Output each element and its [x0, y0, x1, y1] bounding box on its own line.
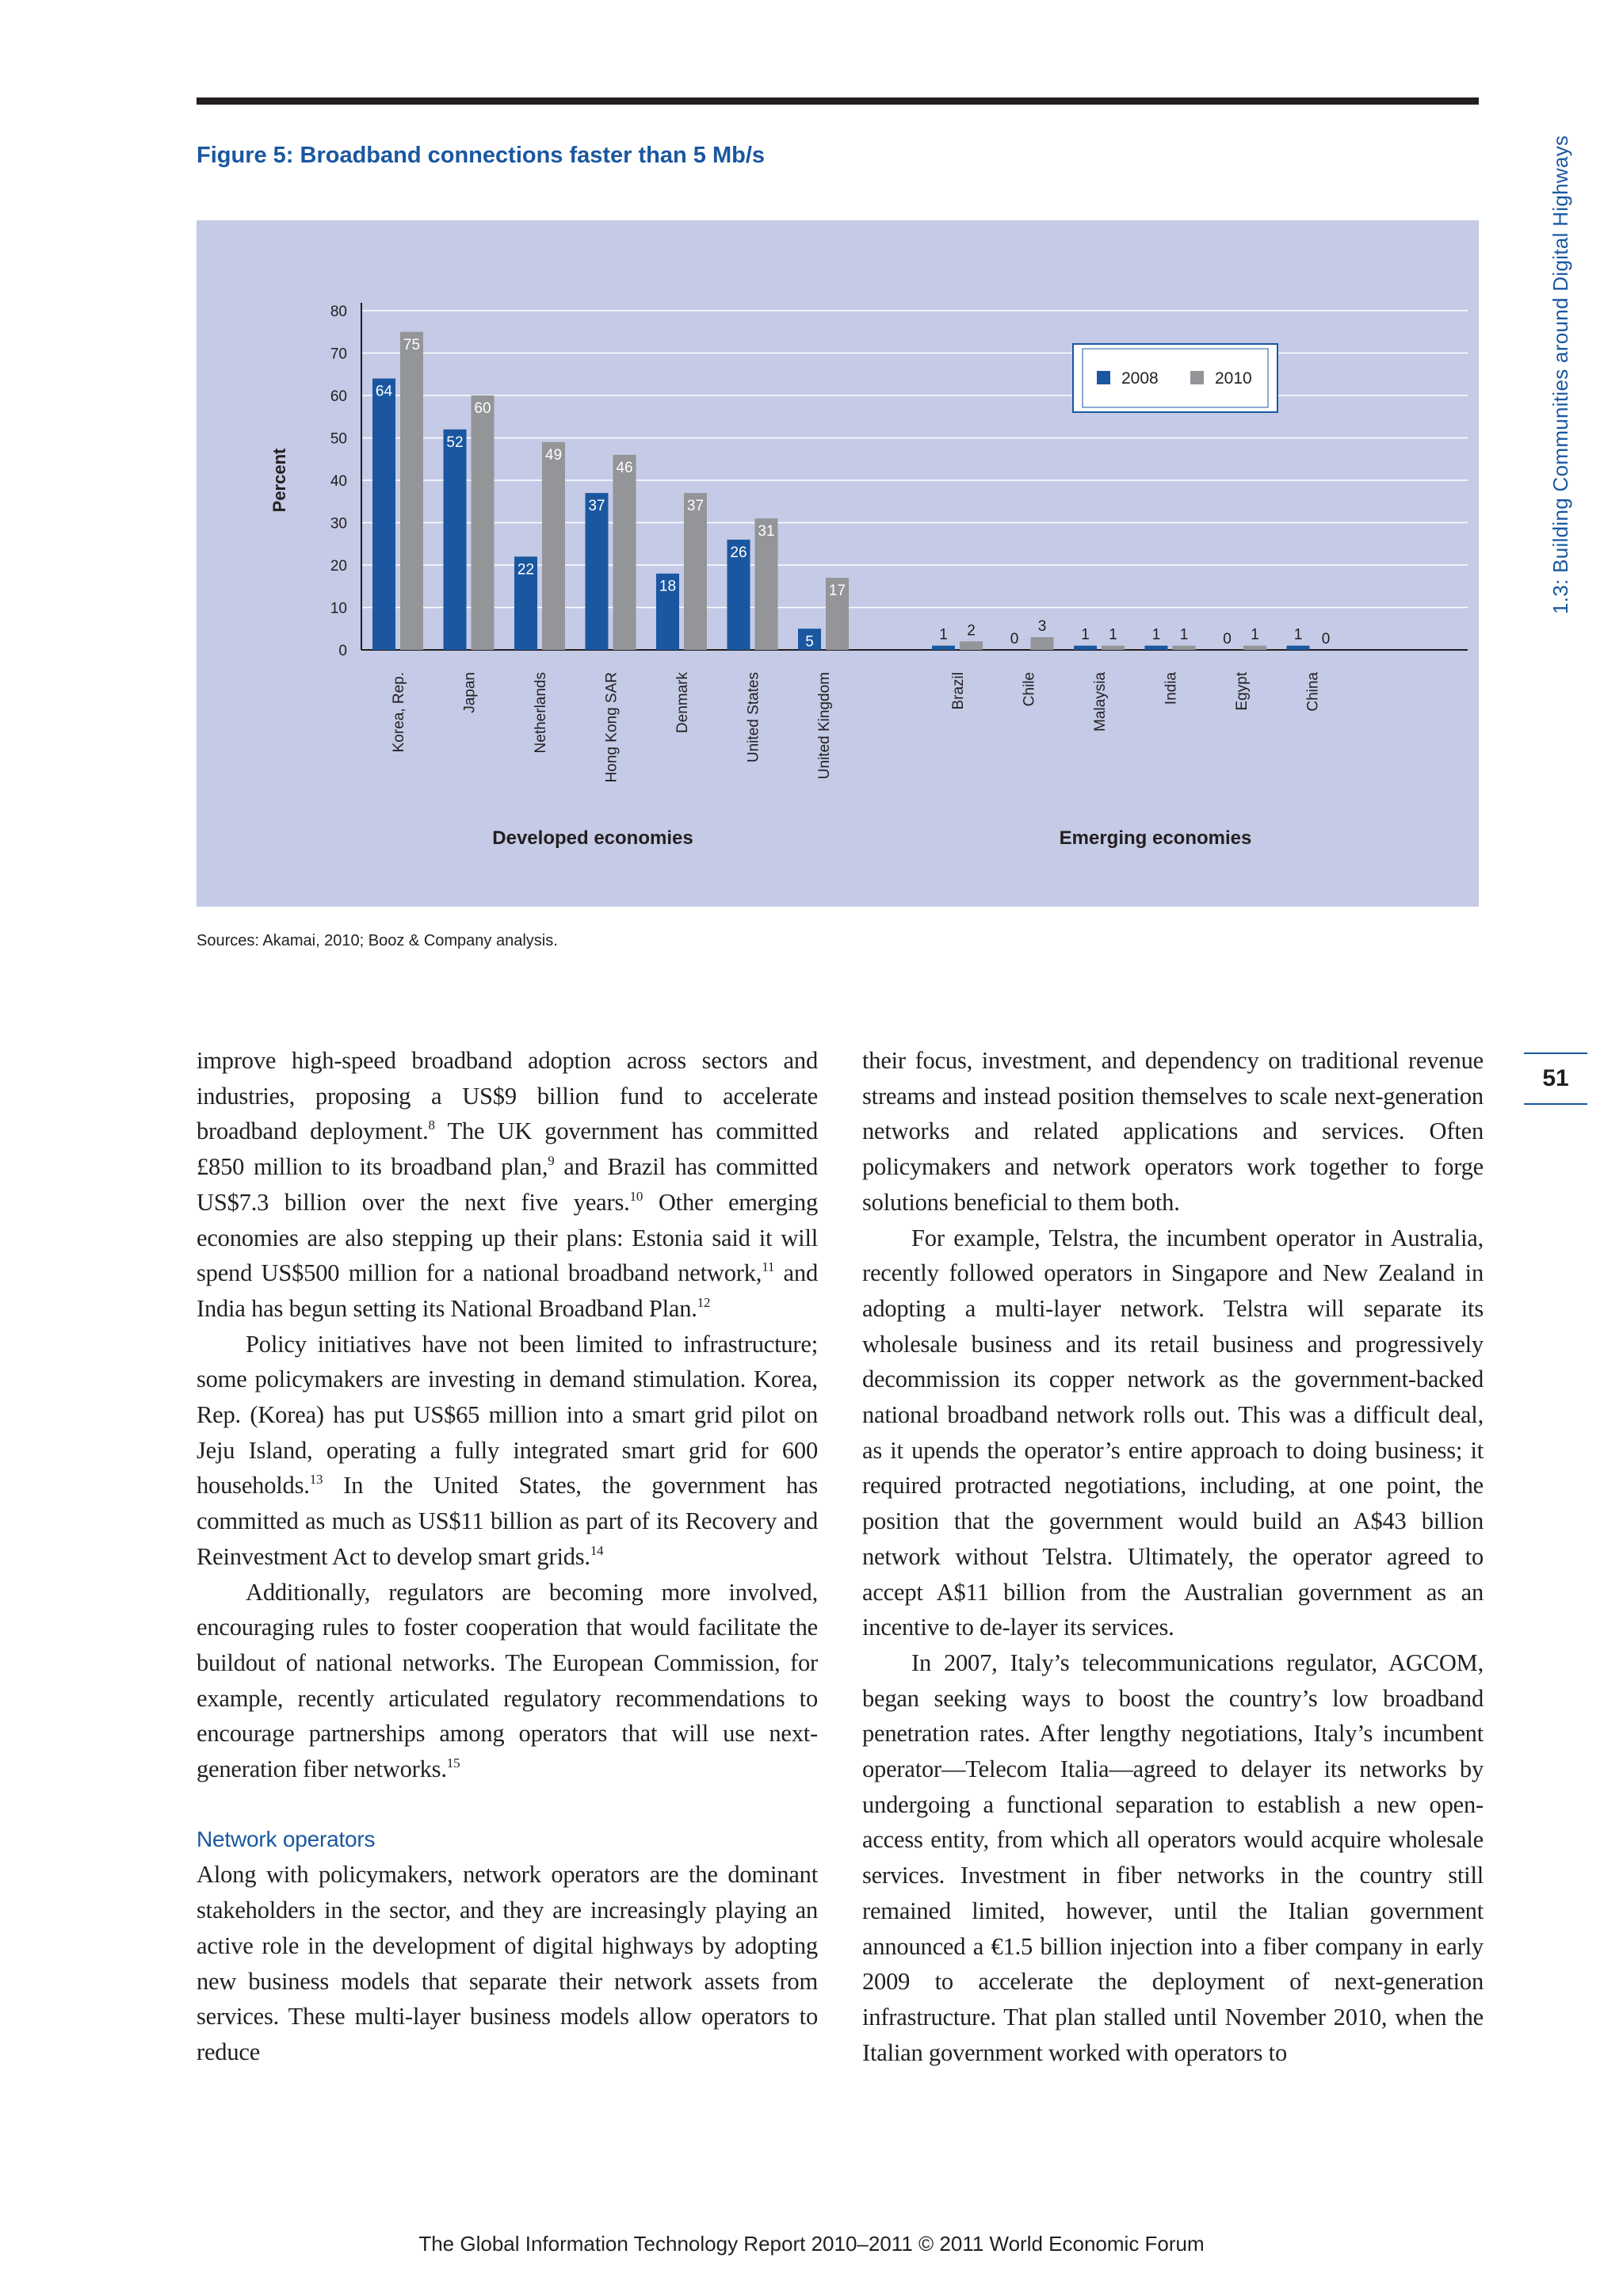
page-number-rule-bottom — [1524, 1103, 1587, 1105]
bar-value-label: 18 — [659, 578, 677, 595]
bar-2008 — [1287, 646, 1310, 650]
bar-value-label: 17 — [828, 583, 846, 600]
body-paragraph: Along with policymakers, network operators are the dominant stakeholders in the sector, and they are increasingly playing an active role in the development of digital highways by adopting new business models that separate their network assets from services. These multi-layer business models allow operators to reduce — [197, 1861, 818, 2065]
bar-2010 — [400, 332, 423, 650]
x-tick-label: Egypt — [1234, 672, 1251, 711]
y-tick-label: 60 — [330, 388, 347, 405]
bar-2010 — [684, 493, 707, 650]
y-tick-label: 80 — [330, 304, 347, 320]
bar-2008 — [586, 493, 609, 650]
body-paragraph: For example, Telstra, the incumbent operator in Australia, recently followed operators in Singapore and New Zealand in adopting a multi-layer network. Telstra will separate its wholesale business and its retail business and progressively decommission its copper network as the government-backed national broadband network rolls out. This was a difficult deal, as it upends the operator’s entire approach to doing business; it required protracted negotiations, including, at one point, the position that the government would build an A$43 billion network without Telstra. Ultimately, the operator agreed to accept A$11 billion from the Australian government as an incentive to de-layer its services. — [862, 1224, 1484, 1641]
bar-value-label: 3 — [1037, 617, 1047, 635]
y-axis-label: Percent — [269, 448, 289, 513]
body-paragraph: In 2007, Italy’s telecommunications regulator, AGCOM, began seeking ways to boost the country’s low broadband penetration rates. After lengthy negotiations, Italy’s incumbent operator—Telecom Italia—agreed to delayer its networks by undergoing a functional separation to establish a new open-access entity, from which all operators would acquire wholesale services. Investment in fiber networks in the country still remained limited, however, until the Italian government announced a €1.5 billion injection into a fiber company in early 2009 to accelerate the deployment of next-generation infrastructure. That plan stalled until November 2010, when the Italian government worked with operators to — [862, 1648, 1484, 2066]
x-tick-label: China — [1304, 672, 1322, 712]
bar-2010 — [472, 395, 495, 650]
top-rule — [197, 97, 1479, 105]
bar-value-label: 5 — [805, 633, 814, 651]
bar-value-label: 1 — [1179, 626, 1189, 644]
page-number: 51 — [1542, 1065, 1569, 1091]
bar-value-label: 0 — [1223, 631, 1232, 648]
figure-title: Figure 5: Broadband connections faster than 5 Mb/s — [197, 143, 766, 168]
y-tick-label: 40 — [330, 473, 347, 490]
bar-2008 — [444, 430, 467, 650]
bar-value-label: 1 — [939, 626, 948, 644]
bar-value-label: 75 — [403, 336, 421, 353]
bar-2010 — [1031, 637, 1054, 650]
bar-value-label: 31 — [758, 523, 775, 541]
figure-sources: Sources: Akamai, 2010; Booz & Company analysis. — [197, 932, 558, 949]
bar-value-label: 1 — [1151, 626, 1161, 644]
body-paragraph: Policy initiatives have not been limited to infrastructure; some policymakers are investing in demand stimulation. Korea, Rep. (Korea) has put US$65 million into a smart grid pilot on Jeju Island, operating a fully integrated smart grid for 600 households.$^{13}$ In the United States, the government has committed as much as US$11 billion as part of its Recovery and Reinvestment Act to develop smart grids.$^{14}$ — [197, 1330, 818, 1570]
y-tick-label: 30 — [330, 515, 347, 533]
body-column-left — [197, 1043, 818, 2070]
bar-value-label: 0 — [1321, 631, 1331, 648]
x-tick-label: Malaysia — [1092, 672, 1109, 732]
x-tick-label: United States — [745, 672, 762, 763]
y-tick-label: 0 — [338, 643, 347, 659]
bar-value-label: 1 — [1293, 626, 1303, 644]
body-paragraph: improve high-speed broadband adoption across sectors and industries, proposing a US$9 billion fund to accelerate broadband deployment.$^8$ The UK government has committed £850 million to its broadband plan,$^9$ and Brazil has committed US$7.3 billion over the next five years.$^{10}$ Other emerging economies are also stepping up their plans: Estonia said it will spend US$500 million for a national broadband network,$^{11}$ and India has begun setting its National Broadband Plan.$^{12}$ — [197, 1047, 818, 1322]
bar-value-label: 0 — [1010, 631, 1019, 648]
body-column-right — [862, 1043, 1484, 2070]
bar-value-label: 1 — [1251, 626, 1259, 644]
bar-value-label: 1 — [1081, 626, 1090, 644]
bar-2010 — [1173, 646, 1196, 650]
bar-2010 — [1102, 646, 1125, 650]
legend-swatch-2010 — [1190, 371, 1204, 384]
legend-label-2008: 2008 — [1121, 369, 1159, 388]
y-tick-label: 20 — [330, 558, 347, 575]
bar-2008 — [372, 379, 395, 650]
bar-2008 — [932, 646, 955, 650]
bar-value-label: 1 — [1109, 626, 1117, 644]
legend-swatch-2008 — [1097, 371, 1110, 384]
x-tick-label: Netherlands — [533, 672, 549, 754]
bar-value-label: 37 — [686, 498, 705, 515]
y-tick-label: 70 — [330, 346, 347, 363]
x-tick-label: Korea, Rep. — [391, 672, 407, 753]
section-heading: Network operators — [197, 1826, 376, 1851]
x-tick-label: India — [1163, 672, 1180, 705]
x-tick-label: United Kingdom — [816, 672, 833, 780]
bar-value-label: 60 — [474, 400, 491, 417]
body-paragraph: their focus, investment, and dependency on traditional revenue streams and instead position themselves to scale next-generation networks and related applications and services. Often policymakers and network operators work together to forge solutions beneficial to them both. — [862, 1047, 1484, 1216]
x-tick-label: Chile — [1021, 672, 1038, 707]
bar-2010 — [1243, 646, 1266, 650]
page-number-rule-top — [1524, 1052, 1587, 1054]
bar-value-label: 52 — [446, 434, 464, 451]
y-tick-label: 10 — [330, 600, 347, 617]
bar-value-label: 49 — [544, 446, 563, 464]
group-label-emerging: Emerging economies — [1059, 827, 1252, 849]
x-tick-label: Brazil — [950, 672, 967, 710]
group-label-developed: Developed economies — [492, 827, 693, 849]
bar-value-label: 46 — [616, 459, 633, 476]
bar-2010 — [613, 455, 636, 650]
bar-2008 — [1145, 646, 1168, 650]
y-tick-label: 50 — [330, 430, 347, 448]
bar-2008 — [1074, 646, 1097, 650]
x-tick-label: Denmark — [674, 672, 691, 734]
bar-value-label: 2 — [967, 622, 976, 640]
page-footer: The Global Information Technology Report 2010–2011 © 2011 World Economic Forum — [418, 2232, 1205, 2256]
bar-value-label: 37 — [588, 498, 605, 515]
body-paragraph: Additionally, regulators are becoming more involved, encouraging rules to foster cooperation that would facilitate the buildout of national networks. The European Commission, for example, recently articulated regulatory recommendations to encourage partnerships among operators that will use next-generation fiber networks.$^{15}$ — [197, 1578, 818, 1783]
bar-value-label: 26 — [730, 544, 747, 561]
legend-label-2010: 2010 — [1215, 369, 1252, 388]
bar-2010 — [960, 641, 983, 650]
chart-panel — [197, 220, 1479, 907]
bar-chart — [197, 220, 1479, 907]
bar-value-label: 64 — [375, 383, 393, 400]
bar-value-label: 22 — [517, 561, 535, 579]
section-side-title: 1.3: Building Communities around Digital Highways — [1549, 135, 1572, 614]
x-tick-label: Hong Kong SAR — [603, 672, 621, 783]
bar-2010 — [542, 442, 565, 650]
x-tick-label: Japan — [461, 672, 479, 713]
